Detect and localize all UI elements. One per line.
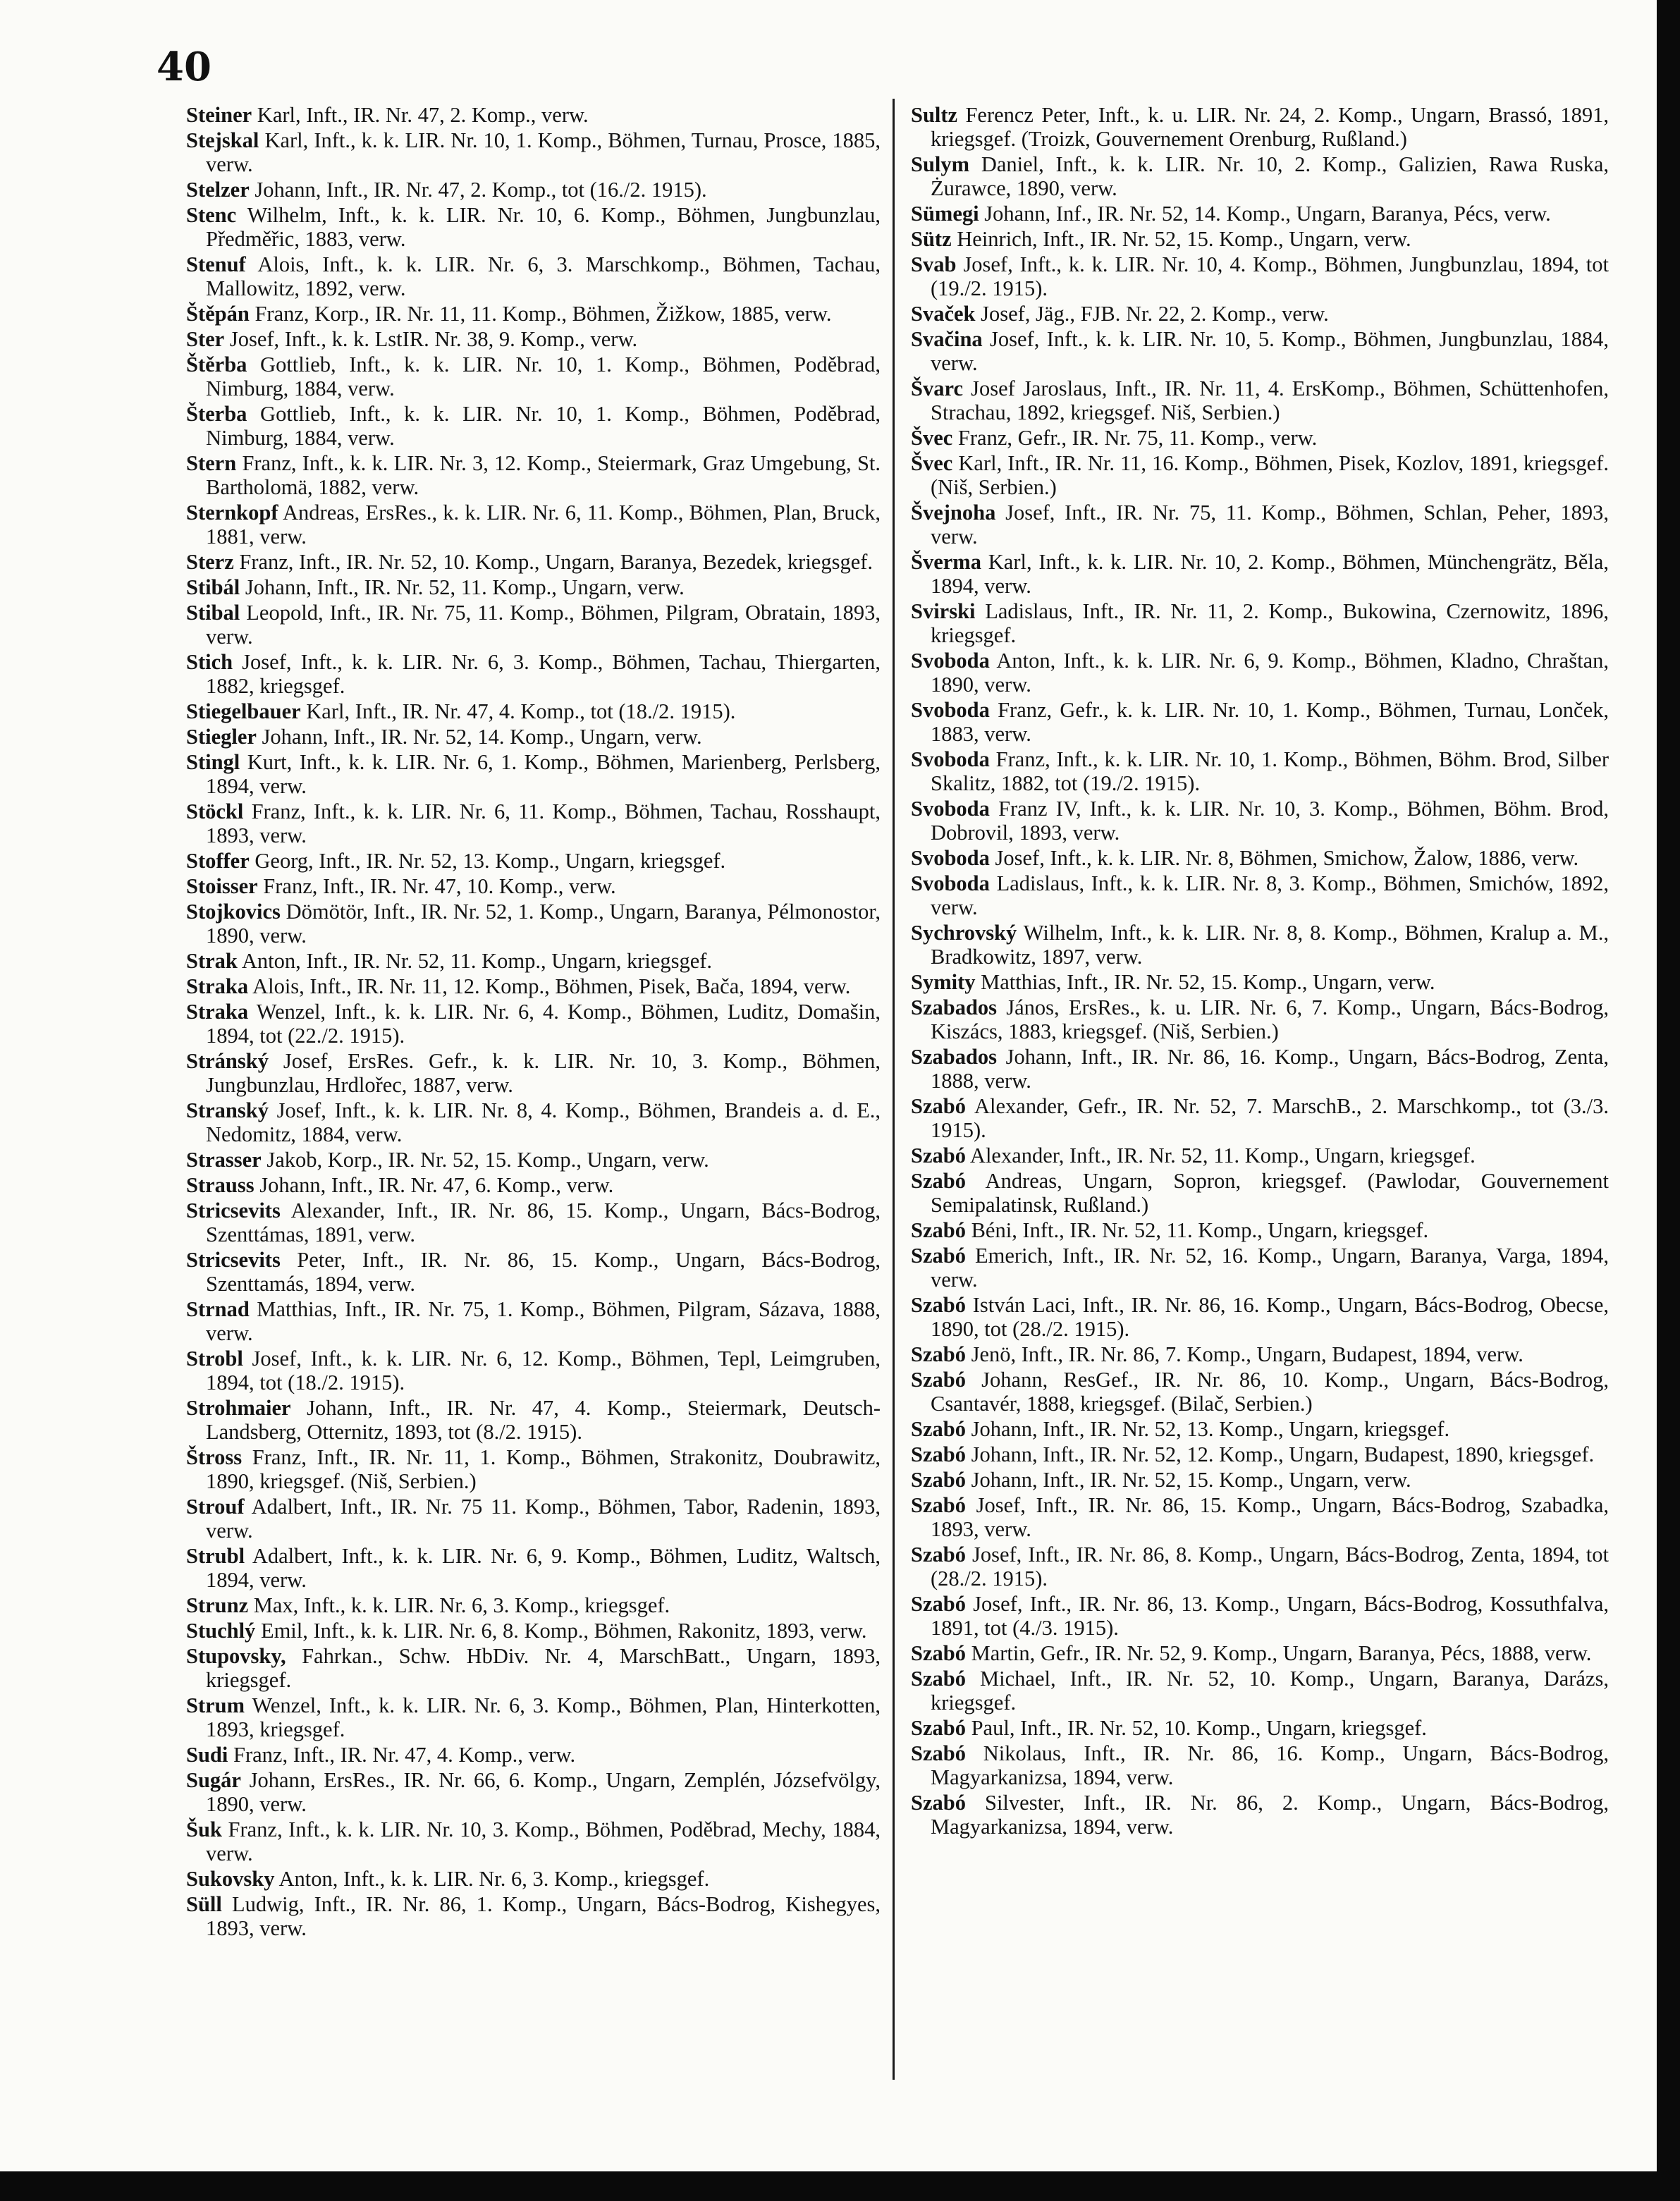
entry-surname: Szabó <box>911 1417 966 1441</box>
list-item <box>186 1593 881 1617</box>
entry-surname: Strauss <box>186 1173 255 1197</box>
entry-surname: Stuchlý <box>186 1619 256 1643</box>
entry-details: Franz, Gefr., IR. Nr. 75, 11. Komp., verw. <box>957 426 1318 450</box>
entry-details: Emerich, Inft., IR. Nr. 52, 16. Komp., Ungarn, Baranya, Varga, 1894, verw. <box>931 1244 1609 1292</box>
entry-surname: Stoffer <box>186 849 250 873</box>
entry-details: Franz IV, Inft., k. k. LIR. Nr. 10, 3. Komp., Böhmen, Böhm. Brod, Dobrovil, 1893, verw. <box>931 797 1609 845</box>
list-item <box>186 1892 881 1940</box>
entry-details: Matthias, Inft., IR. Nr. 75, 1. Komp., Böhmen, Pilgram, Sázava, 1888, verw. <box>206 1297 881 1345</box>
list-item <box>186 750 881 798</box>
entry-details: Johann, Inft., IR. Nr. 52, 12. Komp., Ungarn, Budapest, 1890, kriegsgef. <box>971 1442 1595 1466</box>
entry-details: Franz, Inft., IR. Nr. 47, 10. Komp., verw. <box>263 874 616 898</box>
list-item <box>186 1495 881 1543</box>
entry-surname: Svaček <box>911 302 976 326</box>
entry-surname: Štěpán <box>186 302 250 326</box>
entry-details: Josef Jaroslaus, Inft., IR. Nr. 11, 4. ErsKomp., Böhmen, Schüttenhofen, Strachau, 1892, kriegsgef. Niš, Serbien.) <box>931 376 1610 424</box>
list-item <box>186 1619 881 1643</box>
entry-details: Karl, Inft., IR. Nr. 47, 2. Komp., verw. <box>257 103 589 127</box>
entry-surname: Stich <box>186 650 233 674</box>
entry-surname: Stöckl <box>186 799 244 823</box>
list-item <box>186 1198 881 1246</box>
list-item <box>186 550 881 574</box>
list-item <box>186 203 881 251</box>
entry-details: Alexander, Inft., IR. Nr. 52, 11. Komp., Ungarn, kriegsgef. <box>969 1144 1476 1167</box>
entry-details: Johann, Inf., IR. Nr. 52, 14. Komp., Ungarn, Baranya, Pécs, verw. <box>984 202 1551 226</box>
entry-details: Josef, Inft., k. k. LIR. Nr. 10, 5. Komp., Böhmen, Jungbunzlau, 1884, verw. <box>931 327 1610 375</box>
list-item <box>911 103 1609 151</box>
list-item <box>911 1741 1609 1789</box>
list-item <box>186 402 881 450</box>
entry-details: János, ErsRes., k. u. LIR. Nr. 6, 7. Komp., Ungarn, Bács-Bodrog, Kiszács, 1883, kriegsgef. (Niš, Serbien.) <box>931 995 1609 1043</box>
list-item <box>911 698 1609 746</box>
entry-details: Wenzel, Inft., k. k. LIR. Nr. 6, 3. Komp., Böhmen, Plan, Hinterkotten, 1893, kriegsgef. <box>206 1693 881 1741</box>
entry-surname: Szabó <box>911 1169 966 1193</box>
entry-surname: Stelzer <box>186 178 250 202</box>
entry-details: Nikolaus, Inft., IR. Nr. 86, 16. Komp., Ungarn, Bács-Bodrog, Magyarkanizsa, 1894, verw. <box>931 1741 1609 1789</box>
list-item <box>186 799 881 847</box>
list-item <box>186 1297 881 1345</box>
entry-surname: Svoboda <box>911 649 990 673</box>
entry-surname: Szabó <box>911 1218 966 1242</box>
list-item <box>911 1641 1609 1665</box>
entry-surname: Štross <box>186 1445 243 1469</box>
entry-surname: Sütz <box>911 227 952 251</box>
entry-details: Franz, Gefr., k. k. LIR. Nr. 10, 1. Komp., Böhmen, Turnau, Lonček, 1883, verw. <box>931 698 1610 746</box>
entry-surname: Szabó <box>911 1641 966 1665</box>
list-item <box>186 1248 881 1296</box>
list-item <box>911 1592 1609 1640</box>
entry-surname: Svab <box>911 252 957 276</box>
entry-details: Josef, Inft., k. k. LIR. Nr. 8, Böhmen, Smichow, Žalow, 1886, verw. <box>995 846 1579 870</box>
entry-surname: Sternkopf <box>186 501 278 525</box>
entry-details: Johann, Inft., IR. Nr. 47, 2. Komp., tot (16./2. 1915). <box>255 178 707 202</box>
list-item <box>911 1045 1609 1093</box>
entry-surname: Strohmaier <box>186 1396 291 1420</box>
list-item <box>911 1244 1609 1292</box>
entry-details: Paul, Inft., IR. Nr. 52, 10. Komp., Ungarn, kriegsgef. <box>971 1716 1427 1740</box>
entry-details: Josef, Inft., IR. Nr. 86, 15. Komp., Ungarn, Bács-Bodrog, Szabadka, 1893, verw. <box>931 1493 1610 1541</box>
list-item <box>186 699 881 723</box>
entry-surname: Stejskal <box>186 128 259 152</box>
list-item <box>911 1716 1609 1740</box>
list-item <box>911 871 1609 919</box>
list-item <box>186 1817 881 1865</box>
entry-details: Franz, Inft., IR. Nr. 52, 10. Komp., Ungarn, Baranya, Bezedek, kriegsgef. <box>239 550 873 574</box>
list-item <box>911 970 1609 994</box>
list-item <box>911 1493 1609 1541</box>
entry-details: Karl, Inft., k. k. LIR. Nr. 10, 2. Komp., Böhmen, Münchengrätz, Běla, 1894, verw. <box>931 550 1609 598</box>
entry-surname: Szabó <box>911 1468 966 1492</box>
list-item <box>911 202 1609 226</box>
list-item <box>911 1667 1609 1715</box>
entry-surname: Strunz <box>186 1593 249 1617</box>
list-item <box>186 949 881 973</box>
entry-surname: Šterba <box>186 402 247 426</box>
entry-details: Josef, Inft., k. k. LIR. Nr. 6, 3. Komp., Böhmen, Tachau, Thiergarten, 1882, kriegsgef. <box>206 650 881 698</box>
left-column <box>186 103 881 1942</box>
list-item <box>186 1098 881 1146</box>
entry-details: Peter, Inft., IR. Nr. 86, 15. Komp., Ungarn, Bács-Bodrog, Szenttamás, 1894, verw. <box>206 1248 881 1296</box>
entry-details: Josef, Inft., k. k. LIR. Nr. 6, 12. Komp., Böhmen, Tepl, Leimgruben, 1894, tot (18./2. 1915). <box>206 1347 881 1394</box>
entry-surname: Strum <box>186 1693 245 1717</box>
entry-details: István Laci, Inft., IR. Nr. 86, 16. Komp., Ungarn, Bács-Bodrog, Obecse, 1890, tot (28./2. 1915). <box>931 1293 1609 1341</box>
entry-details: Josef, Inft., IR. Nr. 86, 13. Komp., Ungarn, Bács-Bodrog, Kossuthfalva, 1891, tot (4./3. 1915). <box>931 1592 1609 1640</box>
entry-surname: Straka <box>186 1000 249 1024</box>
list-item <box>911 1218 1609 1242</box>
entry-details: Alexander, Gefr., IR. Nr. 52, 7. MarschB., 2. Marschkomp., tot (3./3. 1915). <box>931 1094 1610 1142</box>
entry-surname: Szabó <box>911 1741 966 1765</box>
entry-surname: Svirski <box>911 599 976 623</box>
entry-details: Franz, Inft., k. k. LIR. Nr. 3, 12. Komp., Steiermark, Graz Umgebung, St. Bartholomä, 1882, verw. <box>206 451 881 499</box>
entry-details: Fahrkan., Schw. HbDiv. Nr. 4, MarschBatt., Ungarn, 1893, kriegsgef. <box>206 1644 881 1692</box>
list-item <box>186 451 881 499</box>
list-item <box>911 921 1609 969</box>
entry-details: Wilhelm, Inft., k. k. LIR. Nr. 10, 6. Komp., Böhmen, Jungbunzlau, Předměřic, 1883, verw. <box>206 203 881 251</box>
entry-details: Johann, Inft., IR. Nr. 52, 11. Komp., Ungarn, verw. <box>245 575 685 599</box>
entry-surname: Švarc <box>911 376 963 400</box>
entry-surname: Stern <box>186 451 237 475</box>
entry-details: Wilhelm, Inft., k. k. LIR. Nr. 8, 8. Komp., Böhmen, Kralup a. M., Bradkowitz, 1897, verw. <box>931 921 1610 969</box>
entry-details: Kurt, Inft., k. k. LIR. Nr. 6, 1. Komp., Böhmen, Marienberg, Perlsberg, 1894, verw. <box>206 750 881 798</box>
entry-surname: Stricsevits <box>186 1198 281 1222</box>
list-item <box>186 1000 881 1048</box>
entry-details: Johann, Inft., IR. Nr. 52, 13. Komp., Ungarn, kriegsgef. <box>971 1417 1450 1441</box>
entry-details: Emil, Inft., k. k. LIR. Nr. 6, 8. Komp., Böhmen, Rakonitz, 1893, verw. <box>260 1619 867 1643</box>
entry-details: Josef, ErsRes. Gefr., k. k. LIR. Nr. 10, 3. Komp., Böhmen, Jungbunzlau, Hrdlořec, 1887, verw. <box>206 1049 881 1097</box>
list-item <box>911 501 1609 548</box>
entry-details: Andreas, Ungarn, Sopron, kriegsgef. (Pawlodar, Gouvernement Semipalatinsk, Rußland.) <box>931 1169 1609 1217</box>
entry-details: Alexander, Inft., IR. Nr. 86, 15. Komp., Ungarn, Bács-Bodrog, Szenttámas, 1891, verw. <box>206 1198 881 1246</box>
list-item <box>186 1148 881 1172</box>
entry-details: Johann, ErsRes., IR. Nr. 66, 6. Komp., Ungarn, Zemplén, Józsefvölgy, 1890, verw. <box>206 1768 881 1816</box>
entry-surname: Sümegi <box>911 202 979 226</box>
entry-details: Anton, Inft., k. k. LIR. Nr. 6, 9. Komp., Böhmen, Kladno, Chraštan, 1890, verw. <box>931 649 1609 697</box>
entry-surname: Švejnoha <box>911 501 996 525</box>
list-item <box>186 1867 881 1891</box>
entry-surname: Štěrba <box>186 352 247 376</box>
entry-surname: Sulym <box>911 152 970 176</box>
list-item <box>186 1644 881 1692</box>
entry-details: Heinrich, Inft., IR. Nr. 52, 15. Komp., Ungarn, verw. <box>957 227 1411 251</box>
entry-details: Franz, Inft., k. k. LIR. Nr. 10, 3. Komp., Böhmen, Poděbrad, Mechy, 1884, verw. <box>206 1817 881 1865</box>
entry-details: Matthias, Inft., IR. Nr. 52, 15. Komp., Ungarn, verw. <box>981 970 1435 994</box>
entry-details: Silvester, Inft., IR. Nr. 86, 2. Komp., Ungarn, Bács-Bodrog, Magyarkanizsa, 1894, verw. <box>931 1791 1610 1839</box>
entry-surname: Szabó <box>911 1543 966 1567</box>
entry-surname: Strubl <box>186 1544 245 1568</box>
list-item <box>186 327 881 351</box>
entry-surname: Sugár <box>186 1768 241 1792</box>
list-item <box>186 103 881 127</box>
entry-details: Anton, Inft., IR. Nr. 52, 11. Komp., Ungarn, kriegsgef. <box>241 949 713 973</box>
entry-surname: Ster <box>186 327 225 351</box>
entry-details: Alois, Inft., IR. Nr. 11, 12. Komp., Böhmen, Pisek, Bača, 1894, verw. <box>252 974 851 998</box>
entry-surname: Švec <box>911 426 953 450</box>
entry-surname: Szabó <box>911 1791 966 1815</box>
entry-details: Ferencz Peter, Inft., k. u. LIR. Nr. 24, 2. Komp., Ungarn, Brassó, 1891, kriegsgef. (Troizk, Gouvernement Orenburg, Rußland.) <box>931 103 1610 151</box>
entry-details: Johann, ResGef., IR. Nr. 86, 10. Komp., Ungarn, Bács-Bodrog, Csantavér, 1888, kriegsgef. (Bilač, Serbien.) <box>931 1368 1610 1416</box>
right-column <box>911 103 1609 1840</box>
entry-surname: Sudi <box>186 1743 228 1767</box>
list-item <box>911 1293 1609 1341</box>
entry-details: Franz, Inft., IR. Nr. 47, 4. Komp., verw. <box>233 1743 576 1767</box>
entry-details: Karl, Inft., IR. Nr. 47, 4. Komp., tot (18./2. 1915). <box>306 699 736 723</box>
entry-surname: Sukovsky <box>186 1867 275 1891</box>
entry-surname: Švec <box>911 451 953 475</box>
list-item <box>186 900 881 948</box>
entry-details: Josef, Inft., k. k. LstIR. Nr. 38, 9. Komp., verw. <box>229 327 638 351</box>
list-item <box>186 1768 881 1816</box>
entry-surname: Stenc <box>186 203 237 227</box>
entry-surname: Stingl <box>186 750 240 774</box>
entry-surname: Stranský <box>186 1098 269 1122</box>
entry-details: Adalbert, Inft., k. k. LIR. Nr. 6, 9. Komp., Böhmen, Luditz, Waltsch, 1894, verw. <box>206 1544 881 1592</box>
list-item <box>186 1049 881 1097</box>
list-item <box>911 797 1609 845</box>
entry-surname: Strobl <box>186 1347 243 1371</box>
entry-surname: Stojkovics <box>186 900 281 924</box>
entry-surname: Šverma <box>911 550 981 574</box>
entry-surname: Šuk <box>186 1817 222 1841</box>
entry-details: Martin, Gefr., IR. Nr. 52, 9. Komp., Ungarn, Baranya, Pécs, 1888, verw. <box>971 1641 1592 1665</box>
list-item <box>911 1468 1609 1492</box>
entry-details: Gottlieb, Inft., k. k. LIR. Nr. 10, 1. Komp., Böhmen, Poděbrad, Nimburg, 1884, verw. <box>206 352 881 400</box>
list-item <box>186 1396 881 1444</box>
entry-surname: Stupovsky, <box>186 1644 286 1668</box>
entry-surname: Stoisser <box>186 874 258 898</box>
list-item <box>186 849 881 873</box>
list-item <box>911 152 1609 200</box>
entry-surname: Sultz <box>911 103 958 127</box>
entry-details: Béni, Inft., IR. Nr. 52, 11. Komp., Ungarn, kriegsgef. <box>971 1218 1429 1242</box>
entry-details: Josef, Inft., k. k. LIR. Nr. 8, 4. Komp., Böhmen, Brandeis a. d. E., Nedomitz, 1884, verw. <box>206 1098 881 1146</box>
entry-surname: Stiegler <box>186 725 257 749</box>
list-item <box>186 650 881 698</box>
entry-surname: Strouf <box>186 1495 245 1519</box>
entry-surname: Szabó <box>911 1493 966 1517</box>
entry-details: Daniel, Inft., k. k. LIR. Nr. 10, 2. Komp., Galizien, Rawa Ruska, Żurawce, 1890, verw. <box>931 152 1609 200</box>
entry-surname: Szabó <box>911 1592 966 1616</box>
entry-surname: Stenuf <box>186 252 246 276</box>
list-item <box>186 1445 881 1493</box>
entry-details: Michael, Inft., IR. Nr. 52, 10. Komp., Ungarn, Baranya, Darázs, kriegsgef. <box>931 1667 1610 1715</box>
entry-details: Johann, Inft., IR. Nr. 86, 16. Komp., Ungarn, Bács-Bodrog, Zenta, 1888, verw. <box>931 1045 1609 1093</box>
list-item <box>186 178 881 202</box>
entry-details: Georg, Inft., IR. Nr. 52, 13. Komp., Ungarn, kriegsgef. <box>255 849 726 873</box>
list-item <box>911 846 1609 870</box>
entry-details: Johann, Inft., IR. Nr. 47, 4. Komp., Steiermark, Deutsch-Landsberg, Otternitz, 1893, tot (8./2. 1915). <box>206 1396 881 1444</box>
list-item <box>186 1743 881 1767</box>
list-item <box>911 252 1609 300</box>
entry-details: Jenö, Inft., IR. Nr. 86, 7. Komp., Ungarn, Budapest, 1894, verw. <box>971 1342 1523 1366</box>
entry-surname: Szabó <box>911 1293 966 1317</box>
entry-details: Johann, Inft., IR. Nr. 52, 14. Komp., Ungarn, verw. <box>262 725 702 749</box>
entry-details: Dömötör, Inft., IR. Nr. 52, 1. Komp., Ungarn, Baranya, Pélmonostor, 1890, verw. <box>206 900 881 948</box>
entry-surname: Szabó <box>911 1442 966 1466</box>
list-item <box>186 1544 881 1592</box>
entry-surname: Strasser <box>186 1148 262 1172</box>
list-item <box>186 601 881 649</box>
entry-details: Anton, Inft., k. k. LIR. Nr. 6, 3. Komp., kriegsgef. <box>278 1867 710 1891</box>
list-item <box>186 1693 881 1741</box>
list-item <box>911 747 1609 795</box>
entry-details: Jakob, Korp., IR. Nr. 52, 15. Komp., Ungarn, verw. <box>266 1148 709 1172</box>
list-item <box>186 128 881 176</box>
entry-surname: Steiner <box>186 103 252 127</box>
list-item <box>186 974 881 998</box>
column-divider <box>893 99 895 2080</box>
entry-surname: Szabados <box>911 995 998 1019</box>
list-item <box>911 327 1609 375</box>
entry-details: Ladislaus, Inft., k. k. LIR. Nr. 8, 3. Komp., Böhmen, Smichów, 1892, verw. <box>931 871 1609 919</box>
entry-details: Johann, Inft., IR. Nr. 52, 15. Komp., Ungarn, verw. <box>971 1468 1411 1492</box>
entry-details: Franz, Inft., k. k. LIR. Nr. 6, 11. Komp., Böhmen, Tachau, Rosshaupt, 1893, verw. <box>206 799 881 847</box>
entry-details: Franz, Inft., IR. Nr. 11, 1. Komp., Böhmen, Strakonitz, Doubrawitz, 1890, kriegsgef. (Niš, Serbien.) <box>206 1445 881 1493</box>
entry-details: Karl, Inft., k. k. LIR. Nr. 10, 1. Komp., Böhmen, Turnau, Prosce, 1885, verw. <box>206 128 881 176</box>
list-item <box>186 575 881 599</box>
entry-details: Franz, Inft., k. k. LIR. Nr. 10, 1. Komp., Böhmen, Böhm. Brod, Silber Skalitz, 1882, tot (19./2. 1915). <box>931 747 1610 795</box>
entry-details: Josef, Inft., IR. Nr. 86, 8. Komp., Ungarn, Bács-Bodrog, Zenta, 1894, tot (28./2. 1915). <box>931 1543 1609 1590</box>
list-item <box>186 1347 881 1394</box>
entry-surname: Strnad <box>186 1297 250 1321</box>
entry-surname: Svoboda <box>911 846 990 870</box>
list-item <box>186 252 881 300</box>
entry-surname: Szabó <box>911 1368 966 1392</box>
list-item <box>911 599 1609 647</box>
entry-details: Andreas, ErsRes., k. k. LIR. Nr. 6, 11. Komp., Böhmen, Plan, Bruck, 1881, verw. <box>206 501 881 548</box>
entry-details: Johann, Inft., IR. Nr. 47, 6. Komp., verw. <box>259 1173 614 1197</box>
entry-details: Karl, Inft., IR. Nr. 11, 16. Komp., Böhmen, Pisek, Kozlov, 1891, kriegsgef. (Niš, Serbien.) <box>931 451 1609 499</box>
list-item <box>911 1442 1609 1466</box>
list-item <box>911 550 1609 598</box>
entry-details: Alois, Inft., k. k. LIR. Nr. 6, 3. Marschkomp., Böhmen, Tachau, Mallowitz, 1892, verw. <box>206 252 881 300</box>
entry-details: Josef, Inft., IR. Nr. 75, 11. Komp., Böhmen, Schlan, Peher, 1893, verw. <box>931 501 1610 548</box>
list-item <box>911 376 1609 424</box>
entry-details: Ludwig, Inft., IR. Nr. 86, 1. Komp., Ungarn, Bács-Bodrog, Kishegyes, 1893, verw. <box>206 1892 881 1940</box>
entry-details: Adalbert, Inft., IR. Nr. 75 11. Komp., Böhmen, Tabor, Radenin, 1893, verw. <box>206 1495 881 1543</box>
list-item <box>186 501 881 548</box>
entry-surname: Stibal <box>186 601 240 625</box>
list-item <box>911 302 1609 326</box>
list-item <box>911 426 1609 450</box>
list-item <box>911 1417 1609 1441</box>
entry-surname: Szabados <box>911 1045 998 1069</box>
list-item <box>911 451 1609 499</box>
entry-surname: Süll <box>186 1892 222 1916</box>
entry-surname: Szabó <box>911 1667 966 1691</box>
list-item <box>186 874 881 898</box>
list-item <box>186 352 881 400</box>
list-item <box>911 1169 1609 1217</box>
entry-surname: Svoboda <box>911 871 990 895</box>
list-item <box>911 1144 1609 1167</box>
entry-details: Wenzel, Inft., k. k. LIR. Nr. 6, 4. Komp., Böhmen, Luditz, Domašin, 1894, tot (22./2. 1915). <box>206 1000 881 1048</box>
entry-details: Franz, Korp., IR. Nr. 11, 11. Komp., Böhmen, Žižkow, 1885, verw. <box>255 302 832 326</box>
entry-details: Leopold, Inft., IR. Nr. 75, 11. Komp., Böhmen, Pilgram, Obratain, 1893, verw. <box>206 601 881 649</box>
list-item <box>186 302 881 326</box>
scan-bottom-shadow <box>0 2171 1680 2201</box>
entry-surname: Szabó <box>911 1144 966 1167</box>
list-item <box>911 1368 1609 1416</box>
entry-surname: Szabó <box>911 1716 966 1740</box>
list-item <box>911 1342 1609 1366</box>
entry-details: Josef, Jäg., FJB. Nr. 22, 2. Komp., verw. <box>981 302 1329 326</box>
list-item <box>186 1173 881 1197</box>
list-item <box>911 1543 1609 1590</box>
list-item <box>911 649 1609 697</box>
entry-surname: Svoboda <box>911 698 990 722</box>
entry-surname: Strak <box>186 949 238 973</box>
entry-details: Gottlieb, Inft., k. k. LIR. Nr. 10, 1. Komp., Böhmen, Poděbrad, Nimburg, 1884, verw. <box>206 402 881 450</box>
scan-edge-shadow <box>1657 0 1680 2201</box>
entry-surname: Straka <box>186 974 249 998</box>
entry-details: Josef, Inft., k. k. LIR. Nr. 10, 4. Komp., Böhmen, Jungbunzlau, 1894, tot (19./2. 1915). <box>931 252 1610 300</box>
list-item <box>911 1791 1609 1839</box>
list-item <box>911 1094 1609 1142</box>
list-item <box>186 725 881 749</box>
list-item <box>911 995 1609 1043</box>
entry-surname: Szabó <box>911 1244 966 1268</box>
entry-surname: Sterz <box>186 550 234 574</box>
entry-surname: Svačina <box>911 327 983 351</box>
entry-surname: Szabó <box>911 1342 966 1366</box>
entry-details: Max, Inft., k. k. LIR. Nr. 6, 3. Komp., kriegsgef. <box>253 1593 670 1617</box>
list-item <box>911 227 1609 251</box>
entry-surname: Sychrovský <box>911 921 1017 945</box>
page-number: 40 <box>157 44 211 90</box>
entry-surname: Szabó <box>911 1094 966 1118</box>
entry-surname: Svoboda <box>911 797 990 821</box>
entry-surname: Stibál <box>186 575 240 599</box>
entry-surname: Stricsevits <box>186 1248 281 1272</box>
entry-surname: Stiegelbauer <box>186 699 301 723</box>
entry-surname: Stránský <box>186 1049 269 1073</box>
entry-details: Ladislaus, Inft., IR. Nr. 11, 2. Komp., Bukowina, Czernowitz, 1896, kriegsgef. <box>931 599 1610 647</box>
entry-surname: Svoboda <box>911 747 990 771</box>
entry-surname: Symity <box>911 970 976 994</box>
